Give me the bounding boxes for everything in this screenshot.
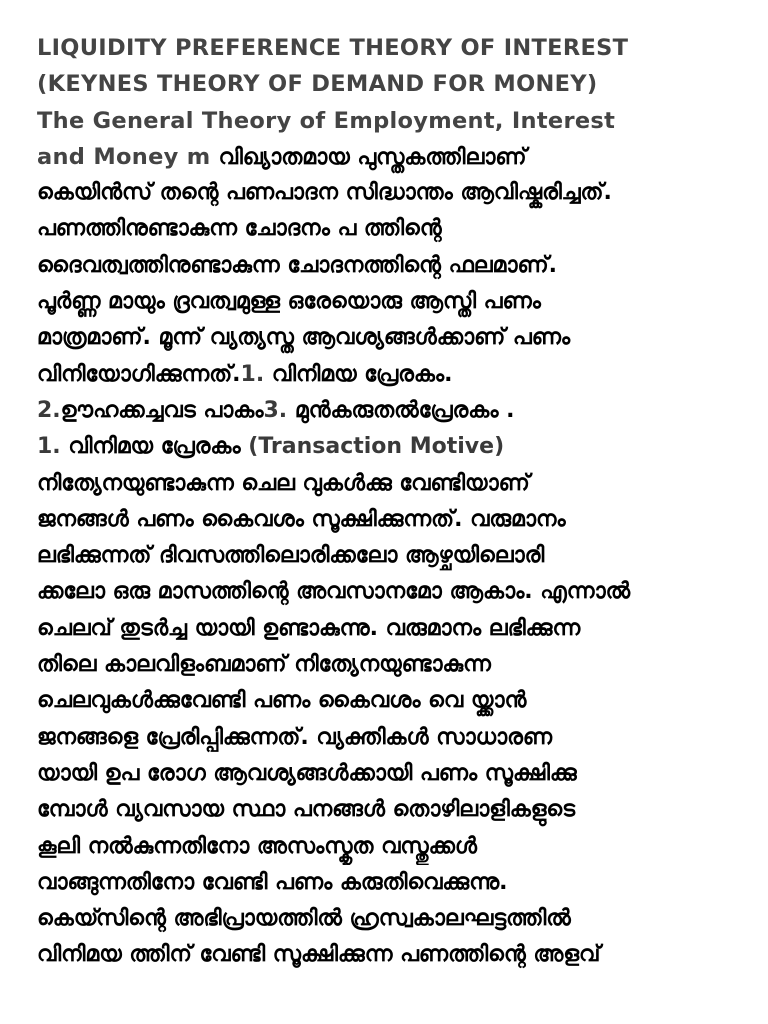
heading-text: (KEYNES THEORY OF DEMAND FOR MONEY)	[37, 71, 598, 98]
body-text: 3.	[263, 397, 295, 423]
text-line	[37, 139, 742, 175]
body-text: ദൈവത്വത്തിനുണ്ടാകുന്ന ചോദനത്തിന്റെ ഫലമാണ്.	[37, 252, 557, 278]
body-text: കെയിൻസ് തന്റെ പണപാദന സിദ്ധാന്തം ആവിഷ്കരിച്ചത്.	[37, 180, 612, 206]
body-text: ജനങ്ങൾ പണം കൈവശം സൂക്ഷിക്കുന്നത്. വരുമാനം	[37, 506, 566, 532]
body-text: മ്പോൾ വ്യവസായ സ്ഥാ പനങ്ങൾ തൊഴിലാളികളുടെ	[37, 797, 576, 823]
body-text: മുൻകരുതൽപ്രേരകം .	[294, 397, 515, 423]
text-line	[37, 720, 742, 756]
body-text: വിനിമയ ത്തിന് വേണ്ടി സൂക്ഷിക്കുന്ന പണത്തിന്റെ അളവ്	[37, 942, 601, 968]
text-line	[37, 829, 742, 865]
text-line	[37, 792, 742, 828]
text-line	[37, 357, 742, 393]
heading-text: LIQUIDITY PREFERENCE THEORY OF INTEREST	[37, 35, 629, 61]
document-page	[37, 30, 742, 974]
body-text: വിനിയോഗിക്കുന്നത്.	[37, 361, 241, 387]
body-text: തിലെ കാലവിളംബമാണ് നിത്യേനയുണ്ടാകുന്ന	[37, 652, 491, 678]
text-line	[37, 611, 742, 647]
heading-text: The General Theory of Employment, Interest	[37, 107, 616, 134]
text-line	[37, 937, 742, 973]
body-text: ഊഹക്കച്ചവട പാകം	[60, 397, 264, 423]
body-text: മാത്രമാണ്. മൂന്ന് വ്യത്യസ്ത ആവശ്യങ്ങൾക്കാണ് പണം	[37, 325, 571, 351]
text-line	[37, 175, 742, 211]
text-line	[37, 30, 742, 66]
body-text: പൂർണ്ണ മായും ദ്രവത്വമുള്ള ഒരേയൊരു ആസ്തി പണം	[37, 289, 541, 315]
text-line	[37, 683, 742, 719]
body-text: യായി ഉപ രോഗ ആവശ്യങ്ങൾക്കായി പണം സൂക്ഷിക്കു	[37, 760, 577, 786]
body-text: 1.	[37, 434, 69, 460]
text-line	[37, 574, 742, 610]
body-text: കൂലി നൽകുന്നതിനോ അസംസ്കൃത വസ്തുക്കൾ	[37, 833, 477, 859]
text-line	[37, 538, 742, 574]
text-line	[37, 320, 742, 356]
body-text: ലഭിക്കുന്നത് ദിവസത്തിലൊരിക്കലോ ആഴ്ചയിലൊരി	[37, 543, 545, 569]
heading-text: and Money m	[37, 143, 219, 170]
text-line	[37, 466, 742, 502]
body-text: വിനിമയ പ്രേരകം	[68, 434, 249, 460]
text-line	[37, 647, 742, 683]
text-line	[37, 248, 742, 284]
text-line	[37, 103, 742, 139]
text-line	[37, 901, 742, 937]
body-text: ചെലവുകൾക്കുവേണ്ടി പണം കൈവശം വെ യ്ക്കാൻ	[37, 688, 527, 714]
body-text: ജനങ്ങളെ പ്രേരിപ്പിക്കുന്നത്. വ്യക്തികൾ സാധാരണ	[37, 724, 553, 750]
text-line	[37, 393, 742, 429]
text-line	[37, 211, 742, 247]
body-text: വാങ്ങുന്നതിനോ വേണ്ടി പണം കരുതിവെക്കുന്നു.	[37, 869, 508, 895]
body-text: 2.	[37, 397, 61, 423]
body-text: (Transaction Motive)	[248, 434, 505, 460]
text-line	[37, 429, 742, 465]
body-text: നിത്യേനയുണ്ടാകുന്ന ചെല വുകൾക്കു വേണ്ടിയാണ്	[37, 470, 530, 496]
text-line	[37, 66, 742, 102]
text-line	[37, 284, 742, 320]
body-text: വിഖ്യാതമായ പുസ്തകത്തിലാണ്	[218, 144, 527, 170]
body-text: 1.	[240, 361, 272, 387]
body-text: വിനിമയ പ്രേരകം.	[271, 361, 453, 387]
text-line	[37, 756, 742, 792]
text-line	[37, 865, 742, 901]
text-line	[37, 502, 742, 538]
body-text: ചെലവ് തുടർച്ച യായി ഉണ്ടാകുന്നു. വരുമാനം ലഭിക്കുന്ന	[37, 615, 581, 641]
body-text: പണത്തിനുണ്ടാകുന്ന ചോദനം പ ത്തിന്റെ	[37, 216, 442, 242]
body-text: ക്കലോ ഒരു മാസത്തിന്റെ അവസാനമോ ആകാം. എന്നാൽ	[37, 579, 631, 605]
body-text: കെയ്സിന്റെ അഭിപ്രായത്തിൽ ഹ്രസ്വകാലഘട്ടത്തിൽ	[37, 906, 571, 932]
